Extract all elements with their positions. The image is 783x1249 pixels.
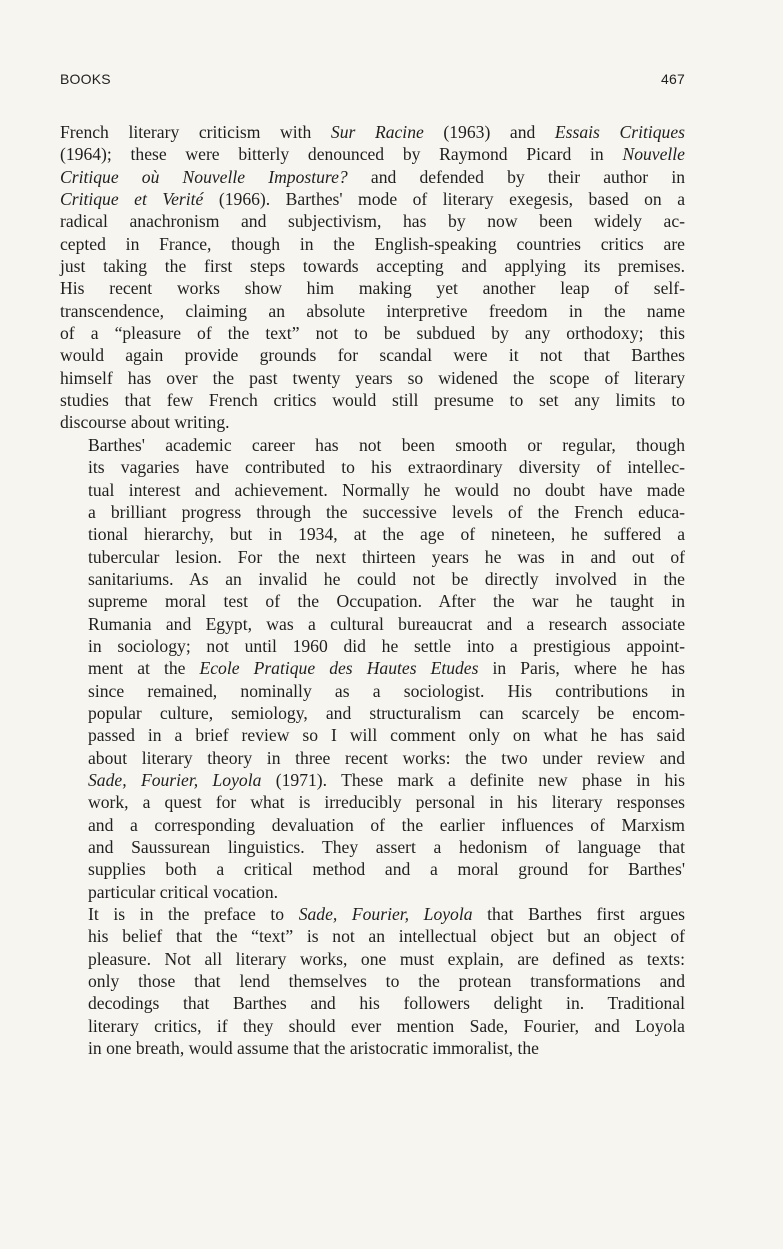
italic-title: Critique et Verité — [60, 189, 204, 210]
text-line — [60, 635, 685, 657]
text-line — [60, 434, 685, 456]
italic-title: Essais Critiques — [554, 122, 685, 142]
text-run: radical anachronism and subjectivism, has by now been widely ac- — [60, 211, 685, 232]
text-line — [60, 210, 685, 232]
text-line — [60, 1015, 685, 1037]
text-run: only those that lend themselves to the protean transformations and — [88, 971, 685, 992]
text-run: cepted in France, though in the English-speaking countries critics are — [60, 233, 685, 254]
paragraph — [60, 121, 685, 434]
text-line — [60, 233, 685, 255]
running-header — [60, 71, 685, 87]
text-run: in one breath, would assume that the aristocratic immoralist, the — [88, 1038, 539, 1059]
text-line — [60, 769, 685, 791]
text-run: Rumania and Egypt, was a cultural bureaucrat and a research associate — [88, 613, 685, 634]
italic-title: Nouvelle — [622, 144, 685, 165]
text-line — [60, 277, 685, 299]
text-line — [60, 590, 685, 612]
italic-title: Sade, Fourier, Loyola — [88, 769, 262, 790]
text-line — [60, 881, 685, 903]
paragraph — [60, 434, 685, 903]
text-run: (1963) and — [423, 122, 555, 142]
text-run: transcendence, claiming an absolute interpretive freedom in the name — [60, 300, 685, 321]
text-run: supplies both a critical method and a moral ground for Barthes' — [88, 859, 685, 880]
text-line — [60, 791, 685, 813]
text-line — [60, 680, 685, 702]
text-line — [60, 836, 685, 858]
text-run: would again provide grounds for scandal were it not that Barthes — [60, 345, 685, 366]
text-run: passed in a brief review so I will comment only on what he has said — [88, 725, 685, 746]
italic-title: Sade, Fourier, Loyola — [298, 904, 473, 925]
text-run: and defended by their author in — [347, 166, 685, 187]
text-line — [60, 1037, 685, 1059]
section-title: BOOKS — [60, 71, 111, 87]
text-line — [60, 300, 685, 322]
text-run: in Paris, where he has — [478, 658, 685, 679]
text-line — [60, 568, 685, 590]
text-line — [60, 166, 685, 188]
text-line — [60, 992, 685, 1014]
text-line — [60, 143, 685, 165]
text-line — [60, 121, 685, 143]
text-run: It is in the preface to — [88, 904, 299, 925]
text-line — [60, 970, 685, 992]
text-run: its vagaries have contributed to his extraordinary diversity of intellec- — [88, 457, 685, 478]
text-line — [60, 501, 685, 523]
page-number: 467 — [661, 71, 685, 87]
text-line — [60, 613, 685, 635]
text-line — [60, 322, 685, 344]
text-line — [60, 411, 685, 433]
text-run: of a “pleasure of the text” not to be subdued by any orthodoxy; this — [60, 323, 685, 344]
text-run: about literary theory in three recent works: the two under review and — [88, 747, 685, 768]
text-line — [60, 702, 685, 724]
text-run: a brilliant progress through the successive levels of the French educa- — [88, 501, 685, 522]
text-run: work, a quest for what is irreducibly personal in his literary responses — [88, 792, 685, 813]
italic-title: Ecole Pratique des Hautes Etudes — [199, 658, 479, 679]
text-run: popular culture, semiology, and structuralism can scarcely be encom- — [88, 702, 685, 723]
text-line — [60, 724, 685, 746]
paragraph — [60, 903, 685, 1059]
text-run: French literary criticism with — [60, 122, 331, 142]
text-run: Barthes' academic career has not been smooth or regular, though — [88, 434, 685, 455]
text-line — [60, 344, 685, 366]
article-body — [60, 121, 685, 1059]
text-run: sanitariums. As an invalid he could not be directly involved in the — [88, 568, 685, 589]
text-run: His recent works show him making yet another leap of self- — [60, 278, 685, 299]
text-run: (1966). Barthes' mode of literary exegesis, based on a — [203, 189, 685, 210]
text-line — [60, 814, 685, 836]
text-line — [60, 389, 685, 411]
text-line — [60, 948, 685, 970]
text-run: (1971). These mark a definite new phase in his — [261, 769, 685, 790]
text-run: tubercular lesion. For the next thirteen years he was in and out of — [88, 546, 685, 567]
text-line — [60, 456, 685, 478]
italic-title: Sur Racine — [330, 122, 424, 142]
text-line — [60, 255, 685, 277]
text-line — [60, 925, 685, 947]
text-run: since remained, nominally as a sociologist. His contributions in — [88, 680, 685, 701]
text-run: and Saussurean linguistics. They assert a hedonism of language that — [88, 837, 685, 857]
text-run: literary critics, if they should ever mention Sade, Fourier, and Loyola — [88, 1015, 685, 1036]
text-run: studies that few French critics would still presume to set any limits to — [60, 390, 685, 411]
text-run: ment at the — [88, 658, 200, 679]
text-line — [60, 546, 685, 568]
text-line — [60, 747, 685, 769]
text-run: decodings that Barthes and his followers delight in. Traditional — [88, 993, 685, 1014]
text-run: tual interest and achievement. Normally he would no doubt have made — [88, 479, 685, 500]
text-run: himself has over the past twenty years so widened the scope of literary — [60, 367, 685, 388]
text-line — [60, 479, 685, 501]
text-run: just taking the first steps towards accepting and applying its premises. — [60, 256, 685, 277]
italic-title: Critique où Nouvelle Imposture? — [60, 166, 348, 187]
text-run: pleasure. Not all literary works, one must explain, are defined as texts: — [88, 948, 685, 969]
text-run: his belief that the “text” is not an intellectual object but an object of — [88, 926, 685, 947]
text-run: in sociology; not until 1960 did he settle into a prestigious appoint- — [88, 635, 685, 656]
text-line — [60, 188, 685, 210]
text-line — [60, 903, 685, 925]
text-run: particular critical vocation. — [88, 881, 279, 902]
text-run: (1964); these were bitterly denounced by Raymond Picard in — [60, 144, 623, 165]
text-line — [60, 657, 685, 679]
text-run: supreme moral test of the Occupation. After the war he taught in — [88, 591, 685, 612]
text-run: that Barthes first argues — [472, 904, 685, 925]
text-run: discourse about writing. — [60, 412, 230, 433]
text-line — [60, 858, 685, 880]
text-line — [60, 367, 685, 389]
text-run: and a corresponding devaluation of the earlier influences of Marxism — [88, 814, 685, 835]
text-line — [60, 523, 685, 545]
text-run: tional hierarchy, but in 1934, at the age of nineteen, he suffered a — [88, 524, 685, 545]
